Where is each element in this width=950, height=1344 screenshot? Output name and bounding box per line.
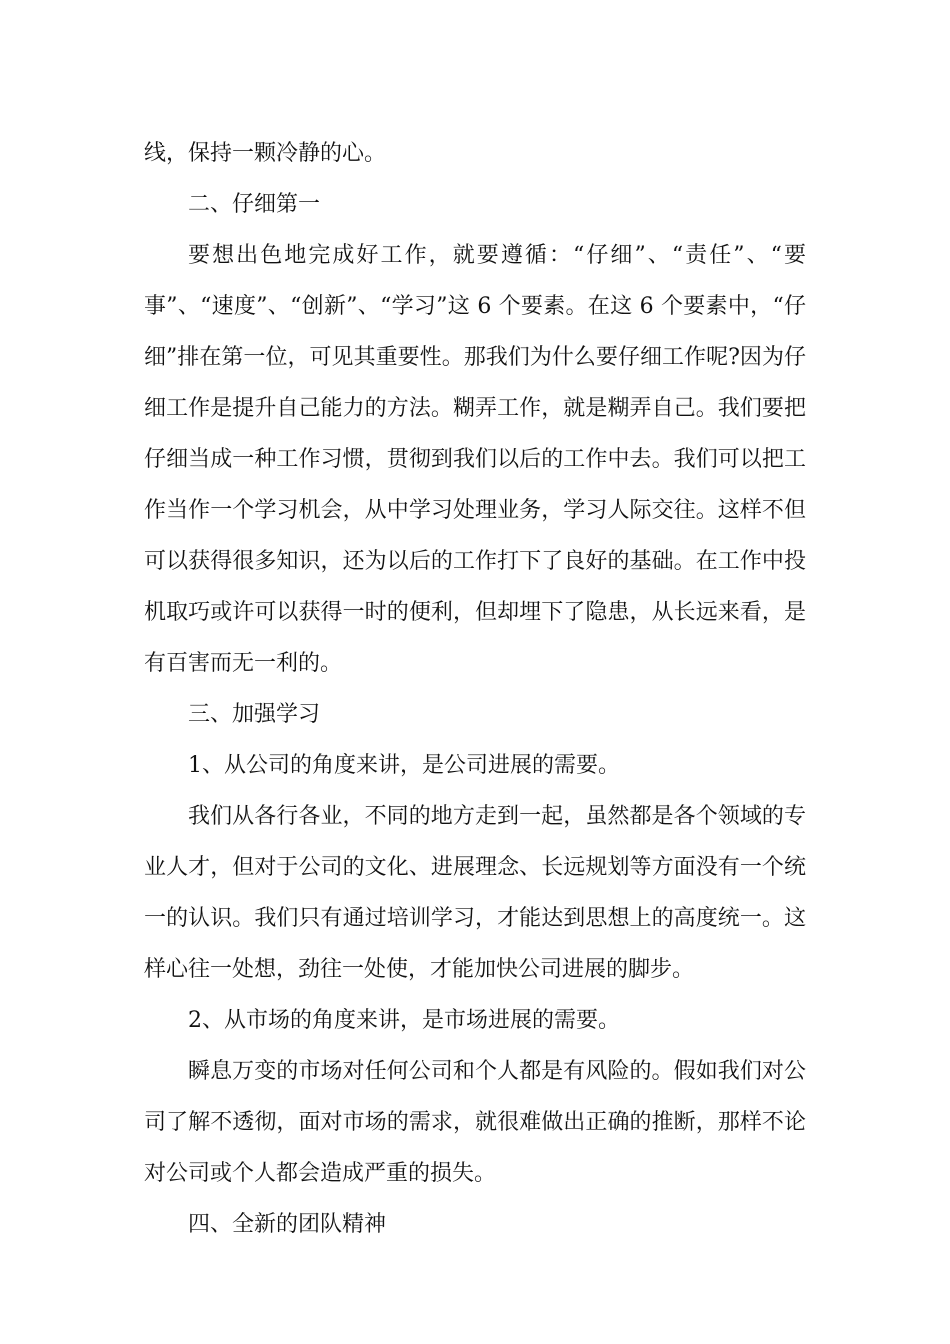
paragraph-carefulness: 要想出色地完成好工作，就要遵循：“仔细”、“责任”、“要事”、“速度”、“创新”、“学习”这 6 个要素。在这 6 个要素中，“仔细”排在第一位，可见其重要性。那我们为什么要仔细工作呢?因为仔细工作是提升自己能力的方法。糊弄工作，就是糊弄自己。我们要把仔细当成一种工作习惯，贯彻到我们以后的工作中去。我们可以把工作当作一个学习机会，从中学习处理业务，学习人际交往。这样不但可以获得很多知识，还为以后的工作打下了良好的基础。在工作中投机取巧或许可以获得一时的便利，但却埋下了隐患，从长远来看，是有百害而无一利的。 (144, 243, 806, 676)
paragraph-market: 瞬息万变的市场对任何公司和个人都是有风险的。假如我们对公司了解不透彻，面对市场的需求，就很难做出正确的推断，那样不论对公司或个人都会造成严重的损失。 (144, 1059, 806, 1186)
section-heading-4: 四、全新的团队精神 (188, 1212, 387, 1237)
section-heading-2: 二、仔细第一 (188, 192, 321, 217)
section-heading-3: 三、加强学习 (188, 702, 321, 727)
paragraph-company: 我们从各行各业，不同的地方走到一起，虽然都是各个领域的专业人才，但对于公司的文化、进展理念、长远规划等方面没有一个统一的认识。我们只有通过培训学习，才能达到思想上的高度统一。这样心往一处想，劲往一处使，才能加快公司进展的脚步。 (144, 804, 806, 982)
subheading-company: 1、从公司的角度来讲，是公司进展的需要。 (188, 753, 620, 778)
paragraph-continuation: 线，保持一颗冷静的心。 (144, 141, 387, 166)
document-body (144, 128, 806, 1250)
subheading-market: 2、从市场的角度来讲，是市场进展的需要。 (188, 1008, 620, 1033)
